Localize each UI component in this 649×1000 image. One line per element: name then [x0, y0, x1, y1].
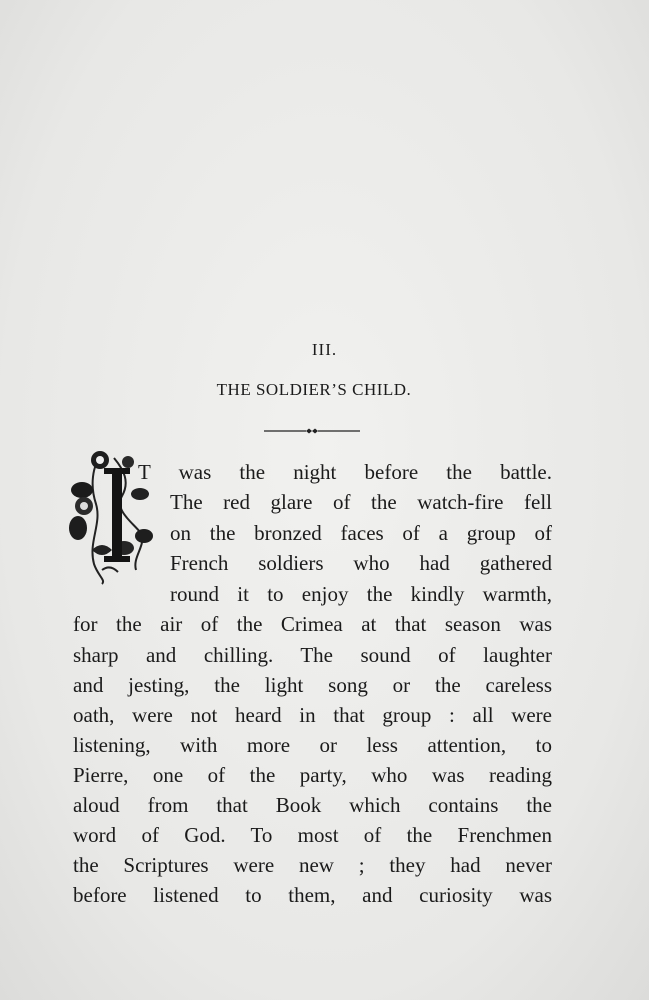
chapter-title: THE SOLDIER’S CHILD. [216, 380, 412, 399]
text-line-11: Pierre, one of the party, who was reading [73, 763, 552, 787]
text-line-12: aloud from that Book which contains the [73, 793, 552, 817]
text-line-8: and jesting, the light song or the careless [73, 673, 552, 697]
ornamental-rule-icon [264, 426, 360, 436]
text-line-5: round it to enjoy the kindly warmth, [170, 582, 552, 606]
text-line-13: word of God. To most of the Frenchmen [73, 823, 552, 847]
text-line-4: French soldiers who had gathered [170, 551, 552, 575]
text-line-1: T was the night before the battle. [138, 460, 552, 484]
text-line-3: on the bronzed faces of a group of [170, 521, 552, 545]
text-line-2: The red glare of the watch-fire fell [170, 490, 552, 514]
chapter-number: III. [311, 340, 338, 359]
text-line-10: listening, with more or less attention, to [73, 733, 552, 757]
text-line-14: the Scriptures were new ; they had never [73, 853, 552, 877]
dropcap-letter: I [115, 518, 119, 529]
text-line-15: before listened to them, and curiosity was [73, 883, 552, 907]
text-line-7: sharp and chilling. The sound of laughter [73, 643, 552, 667]
text-line-6: for the air of the Crimea at that season was [73, 612, 552, 636]
text-line-9: oath, were not heard in that group : all were [73, 703, 552, 727]
